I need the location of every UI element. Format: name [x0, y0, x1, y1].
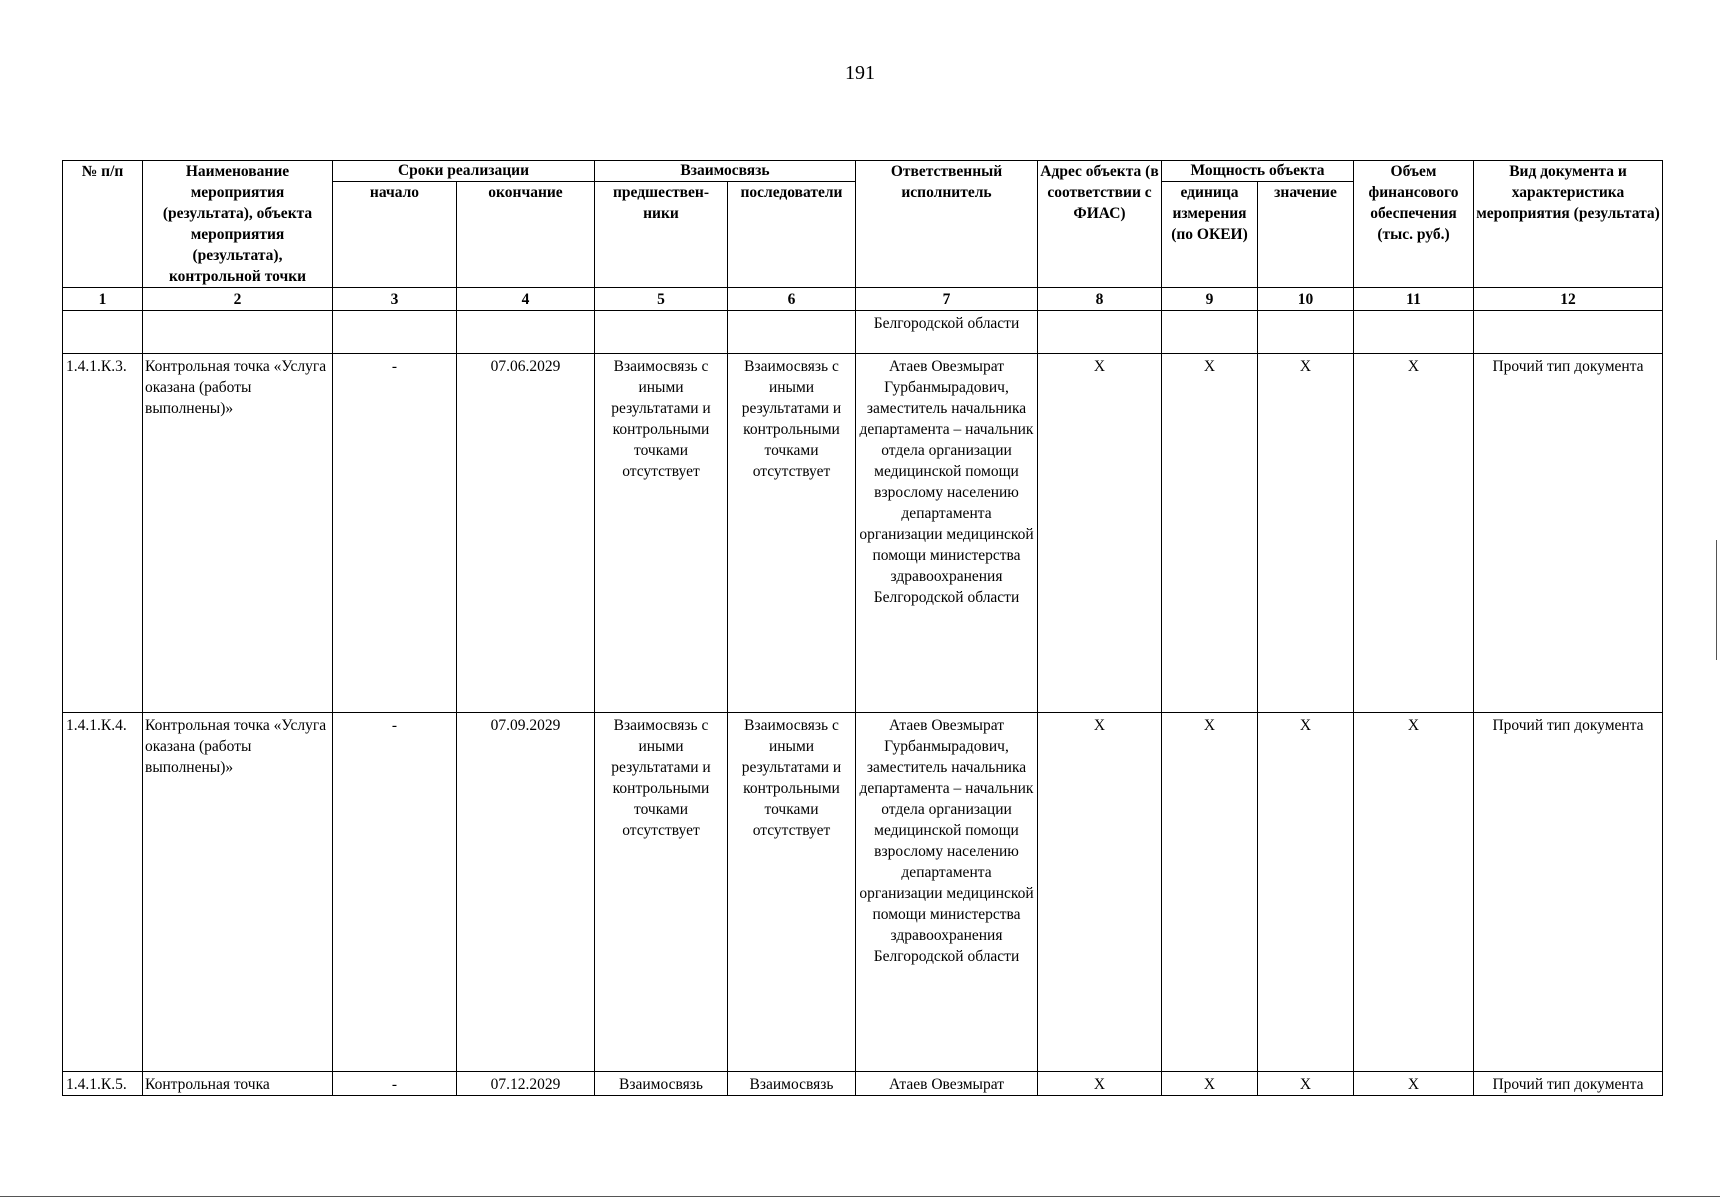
cell-value: Х: [1258, 354, 1354, 713]
header-name: Наименование мероприятия (результата), объекта мероприятия (результата), контрольной точки: [143, 161, 333, 288]
header-predecessors: предшествен-ники: [595, 182, 728, 288]
table-row: [63, 1072, 1663, 1096]
cell-name: Контрольная точка «Услуга оказана (работы выполнены)»: [143, 354, 333, 713]
column-number: 8: [1038, 288, 1162, 311]
header-finance: Объем финансового обеспечения (тыс. руб.): [1354, 161, 1474, 288]
column-number: 6: [728, 288, 856, 311]
cell-responsible: Белгородской области: [856, 311, 1038, 354]
cell-start: -: [333, 354, 457, 713]
column-number: 12: [1474, 288, 1663, 311]
cell-unit: Х: [1162, 713, 1258, 1072]
scan-edge-line: [0, 1196, 1720, 1197]
table-row: [63, 713, 1663, 1072]
cell-end: 07.06.2029: [457, 354, 595, 713]
cell-predecessors: Взаимосвязь с иными результатами и контрольными точками отсутствует: [595, 713, 728, 1072]
cell-doc-type: Прочий тип документа: [1474, 1072, 1663, 1096]
cell-value: Х: [1258, 713, 1354, 1072]
header-successors: последователи: [728, 182, 856, 288]
column-number: 9: [1162, 288, 1258, 311]
cell-name: Контрольная точка «Услуга оказана (работы выполнены)»: [143, 713, 333, 1072]
header-end: окончание: [457, 182, 595, 288]
cell-start: -: [333, 713, 457, 1072]
column-number: 1: [63, 288, 143, 311]
cell-responsible: Атаев Овезмырат Гурбанмырадович, заместитель начальника департамента – начальник отдела организации медицинской помощи взрослому населению департамента организации медицинской помощи министерства здравоохранения Белгородской области: [856, 713, 1038, 1072]
cell-responsible: Атаев Овезмырат: [856, 1072, 1038, 1096]
column-number: 10: [1258, 288, 1354, 311]
header-number: № п/п: [63, 161, 143, 288]
cell-name: Контрольная точка: [143, 1072, 333, 1096]
cell-predecessors: Взаимосвязь: [595, 1072, 728, 1096]
cell-finance: Х: [1354, 1072, 1474, 1096]
header-group-links: Взаимосвязь: [595, 161, 856, 182]
header-address: Адрес объекта (в соответствии с ФИАС): [1038, 161, 1162, 288]
cell-finance: Х: [1354, 354, 1474, 713]
cell-address: Х: [1038, 713, 1162, 1072]
column-number: 5: [595, 288, 728, 311]
cell-address: Х: [1038, 354, 1162, 713]
column-number: 3: [333, 288, 457, 311]
header-value: значение: [1258, 182, 1354, 288]
cell-responsible: Атаев Овезмырат Гурбанмырадович, заместитель начальника департамента – начальник отдела организации медицинской помощи взрослому населению департамента организации медицинской помощи министерства здравоохранения Белгородской области: [856, 354, 1038, 713]
header-unit: единица измерения (по ОКЕИ): [1162, 182, 1258, 288]
cell-doc-type: Прочий тип документа: [1474, 354, 1663, 713]
column-number-row: [63, 288, 1663, 311]
cell-code: 1.4.1.К.5.: [63, 1072, 143, 1096]
cell-successors: Взаимосвязь с иными результатами и контрольными точками отсутствует: [728, 713, 856, 1072]
cell-end: 07.09.2029: [457, 713, 595, 1072]
cell-code: 1.4.1.К.4.: [63, 713, 143, 1072]
cell-unit: Х: [1162, 354, 1258, 713]
column-number: 7: [856, 288, 1038, 311]
cell-unit: Х: [1162, 1072, 1258, 1096]
cell-code: 1.4.1.К.3.: [63, 354, 143, 713]
cell-successors: Взаимосвязь: [728, 1072, 856, 1096]
cell-doc-type: Прочий тип документа: [1474, 713, 1663, 1072]
column-number: 4: [457, 288, 595, 311]
cell-address: Х: [1038, 1072, 1162, 1096]
header-group-terms: Сроки реализации: [333, 161, 595, 182]
column-number: 11: [1354, 288, 1474, 311]
table-row: [63, 354, 1663, 713]
cell-finance: Х: [1354, 713, 1474, 1072]
header-group-capacity: Мощность объекта: [1162, 161, 1354, 182]
cell-predecessors: Взаимосвязь с иными результатами и контрольными точками отсутствует: [595, 354, 728, 713]
scan-edge-line: [1716, 540, 1717, 660]
header-start: начало: [333, 182, 457, 288]
cell-successors: Взаимосвязь с иными результатами и контрольными точками отсутствует: [728, 354, 856, 713]
cell-value: Х: [1258, 1072, 1354, 1096]
header-responsible: Ответственный исполнитель: [856, 161, 1038, 288]
column-number: 2: [143, 288, 333, 311]
page-number: 191: [845, 62, 875, 84]
cell-end: 07.12.2029: [457, 1072, 595, 1096]
header-doc-type: Вид документа и характеристика мероприятия (результата): [1474, 161, 1663, 288]
table-row-continuation: [63, 311, 1663, 354]
cell-start: -: [333, 1072, 457, 1096]
implementation-plan-table: [62, 160, 1663, 1096]
